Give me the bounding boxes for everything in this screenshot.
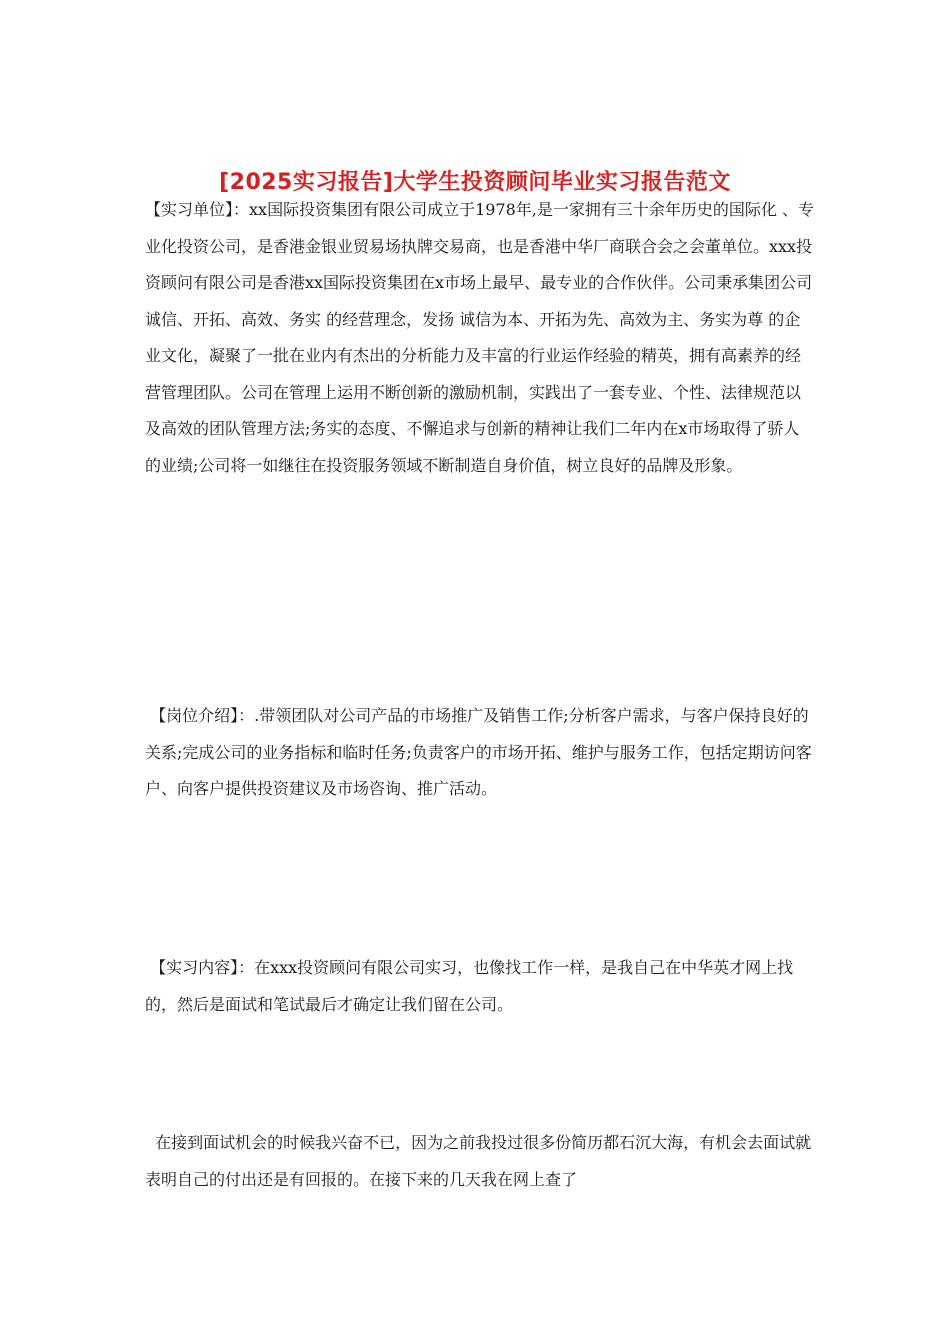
paragraph-label: 【实习单位】： (145, 200, 250, 219)
paragraph-position-intro (145, 698, 815, 808)
paragraph-internship-content (145, 950, 815, 1023)
paragraph-text: .带领团队对公司产品的市场推广及销售工作;分析客户需求，与客户保持良好的关系;完成公司的业务指标和临时任务;负责客户的市场开拓、维护与服务工作，包括定期访问客户、向客户提供投资建议及市场咨询、推广活动。 (145, 706, 812, 798)
paragraph-interview (145, 1125, 815, 1198)
paragraph-text: 在接到面试机会的时候我兴奋不已，因为之前我投过很多份简历都石沉大海，有机会去面试就表明自己的付出还是有回报的。在接下来的几天我在网上查了 (145, 1133, 812, 1189)
paragraph-text: 在xxx投资顾问有限公司实习，也像找工作一样，是我自己在中华英才网上找的，然后是面试和笔试最后才确定让我们留在公司。 (145, 958, 794, 1014)
paragraph-text: xx国际投资集团有限公司成立于1978年,是一家拥有三十余年历史的国际化 、专业化投资公司，是香港金银业贸易场执牌交易商，也是香港中华厂商联合会之会董单位。xxx投资顾问有限公司是香港xx国际投资集团在x市场上最早、最专业的合作伙伴。公司秉承集团公司 诚信、开拓、高效、务实 的经营理念，发扬 诚信为本、开拓为先、高效为主、务实为尊 的企业文化，凝聚了一批在业内有杰出的分析能力及丰富的行业运作经验的精英，拥有高素养的经营管理团队。公司在管理上运用不断创新的激励机制，实践出了一套专业、个性、法律规范以及高效的团队管理方法;务实的态度、不懈追求与创新的精神让我们二年内在x市场取得了骄人的业绩;公司将一如继往在投资服务领域不断制造自身价值，树立良好的品牌及形象。 (145, 200, 814, 475)
paragraph-label: 【实习内容】： (150, 958, 255, 977)
paragraph-label: 【岗位介绍】： (150, 706, 255, 725)
document-title: [2025实习报告]大学生投资顾问毕业实习报告范文 (219, 169, 731, 195)
paragraph-internship-unit (145, 192, 815, 484)
